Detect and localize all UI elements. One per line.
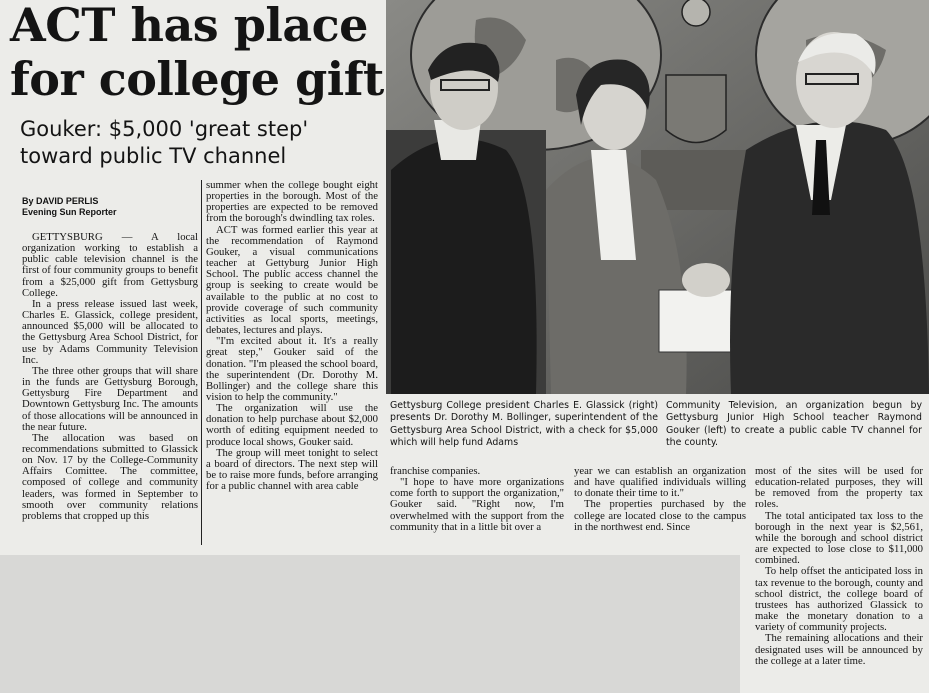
headline (10, 0, 390, 106)
paragraph: "I hope to have more organizations come forth to support the organization," Gouker said. "Right now, I'm overwhelmed with the support from the community that in a little bit over a (390, 476, 564, 533)
headline-line-2: for college gift (10, 52, 384, 106)
subhead-line-2: toward public TV channel (20, 144, 287, 168)
paragraph: The group will meet tonight to select a board of directors. The next step will be to raise more funds, before arranging for a public channel with area cable (206, 446, 378, 493)
photo-caption-part-2: Community Television, an organization begun by Gettysburg Junior High School teacher Raymond Gouker (left) to create a public cable TV channel for the county. (666, 400, 922, 449)
article-column-5 (755, 466, 923, 690)
column-rule (201, 180, 202, 545)
paragraph: In a press release issued last week, Charles E. Glassick, college president, announced $5,000 will be allocated to the Gettysburg Area School District, for use by Adams Community Television Inc. (22, 297, 198, 366)
paragraph: summer when the college bought eight properties in the borough. Most of the properties are expected to be removed from the borough's dwindling tax roles. (206, 180, 378, 225)
paragraph: GETTYSBURG — A local organization working to establish a public cable television channel is the first of four community groups to benefit from a $25,000 gift from Gettysburg College. (22, 232, 198, 299)
byline (22, 196, 202, 218)
paragraph: To help offset the anticipated loss in tax revenue to the borough, county and school district, the college board of trustees has authorized Glassick to make the monetary donation to a variety of community projects. (755, 565, 923, 634)
paragraph: most of the sites will be used for education-related purposes, they will be removed from the property tax roles. (755, 466, 923, 511)
paragraph: franchise companies. (390, 466, 481, 477)
news-photo (386, 0, 929, 394)
article-column-4 (574, 466, 746, 550)
paragraph: The allocation was based on recommendations submitted to Glassick on Nov. 17 by the College-Community Affairs Comittee. The committee, composed of college and community leaders, was formed in September to smooth over community relations problems that cropped up this (22, 431, 198, 522)
photo-caption-part-1: Gettysburg College president Charles E. Glassick (right) presents Dr. Dorothy M. Bollinger, superintendent of the Gettysburg Area School District, with a check for $5,000 which will help fund Adams (390, 400, 658, 449)
paragraph: The organization will use the donation to help purchase about $2,000 worth of editing equipment needed to produce local shows, Gouker said. (206, 402, 378, 448)
headline-line-1: ACT has place (10, 0, 368, 52)
paragraph: "I'm excited about it. It's a really great step," Gouker said of the donation. "I'm pleased the school board, the superintendent (Dr. Dorothy M. Bollinger) and the college share this vision to help the community." (206, 335, 378, 403)
paragraph: ACT was formed earlier this year at the recommendation of Raymond Gouker, a visual communications teacher at Gettyburg Junior High School. The public access channel the group is seeking to create would be available to the public at no cost to provide coverage of such community activities as local sports, meetings, debates, lectures and plays. (206, 223, 378, 337)
paragraph: year we can establish an organization and have qualified individuals willing to donate their time to it." (574, 466, 746, 500)
paragraph: The total anticipated tax loss to the borough in the next year is $2,561, while the borough and school district are expected to lose close to $11,000 combined. (755, 509, 923, 567)
article-column-1 (22, 232, 198, 544)
paragraph: The three other groups that will share in the funds are Gettysburg Borough, Gettysburg Fire Department and Downtown Gettysburg Inc. The amounts of those allocations will be announced in the near future. (22, 364, 198, 433)
article-column-2 (206, 180, 378, 544)
subheadline (20, 116, 390, 170)
byline-name: By DAVID PERLIS (22, 196, 99, 206)
article-column-3 (390, 466, 564, 550)
subhead-line-1: Gouker: $5,000 'great step' (20, 117, 309, 141)
paragraph: The remaining allocations and their designated uses will be announced by the college at a later time. (755, 632, 923, 667)
paragraph: The properties purchased by the college are located close to the campus in the northwest end. Since (574, 498, 746, 533)
byline-title: Evening Sun Reporter (22, 207, 117, 217)
